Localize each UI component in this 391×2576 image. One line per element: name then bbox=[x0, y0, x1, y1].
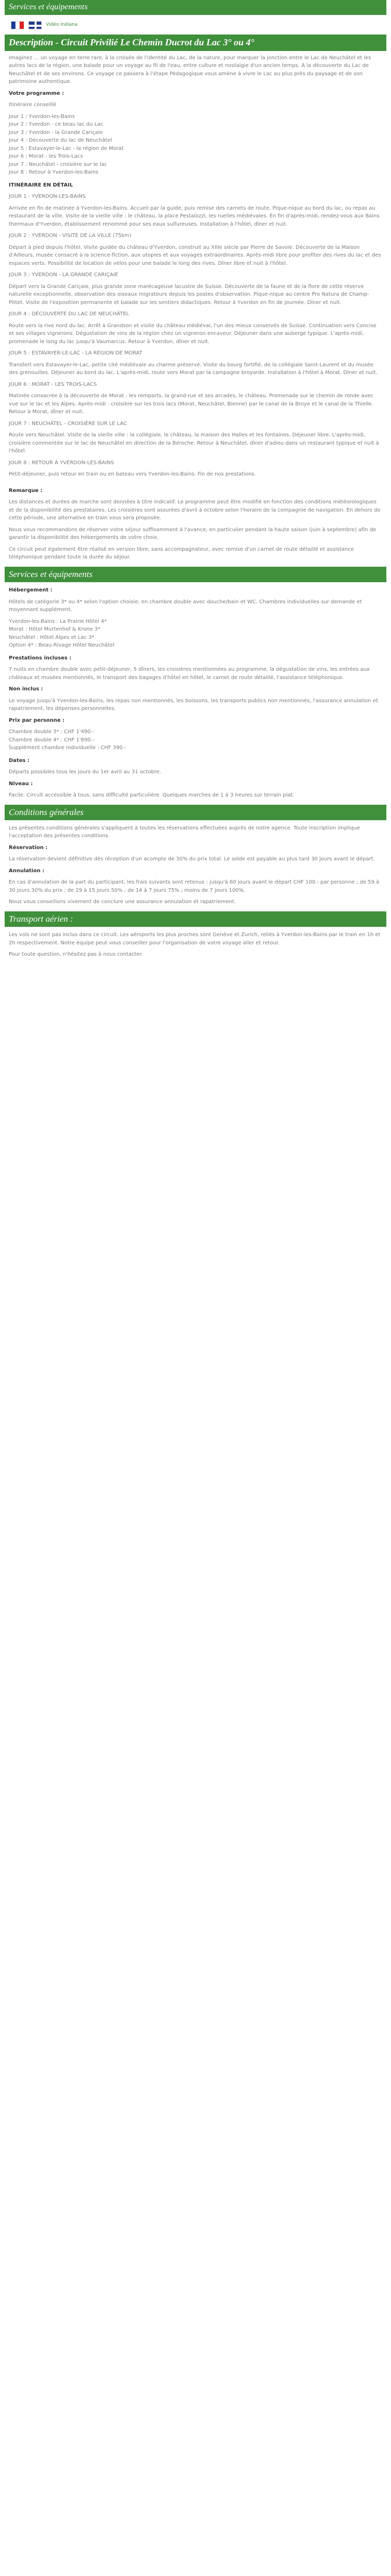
language-row bbox=[11, 21, 386, 29]
cancel-text: En cas d'annulation de la part du participant, les frais suivants sont retenus : jusqu'à 60 jours avant le départ CHF 100.- par personne ; de 59 à 30 jours 30% du prix ; de 29 à 15 jours 50% ; de 14 à 7 jours 75% ; moins de 7 jours 100%. bbox=[9, 879, 380, 893]
day-item: Jour 8 : Retour à Yverdon-les-Bains bbox=[9, 170, 99, 176]
day-detail-heading: JOUR 3 : YVERDON - LA GRANDE CARIÇAIE bbox=[9, 272, 119, 278]
insurance-text: Nous vous conseillons vivement de conclure une assurance annulation et rapatriement. bbox=[9, 899, 236, 905]
day-detail-text: Transfert vers Estavayer-le-Lac, petite cité médiévale au charme préservé. Visite du bourg fortifié, de la collégiale Saint-Laurent et du musée des grenouilles. Déjeuner au bord du lac. L'après-midi, route vers Morat par la campagne broyarde. Installation à l'hôtel à Morat. Dîner et nuit. bbox=[9, 362, 378, 376]
price-item: Chambre double 4* : CHF 1'890.- bbox=[9, 737, 94, 743]
booking-text: La réservation devient définitive dès réception d'un acompte de 30% du prix total. Le solde est payable au plus tard 30 jours avant le départ. bbox=[9, 856, 375, 862]
french-flag-icon[interactable] bbox=[11, 21, 24, 29]
day-item: Jour 6 : Morat - les Trois-Lacs bbox=[9, 154, 83, 160]
day-detail-text: Petit-déjeuner, puis retour en train ou en bateau vers Yverdon-les-Bains. Fin de nos prestations. bbox=[9, 471, 256, 478]
day-detail-heading: JOUR 7 : NEUCHÂTEL - CROISIÈRE SUR LE LAC bbox=[9, 420, 127, 427]
cancel-title: Annulation : bbox=[9, 868, 44, 874]
day-detail-text: Arrivée en fin de matinée à Yverdon-les-Bains. Accueil par la guide, puis remise des carnets de route. Pique-nique au bord du lac, ou repas au restaurant de la ville. Visite de la vieille ville : le château, la place Pestalozzi, les ruelles médiévales. En fin d'après-midi, rendez-vous aux Bains thermaux d'Yverdon, établissement renommé pour ses eaux sulfureuses. Installation à l'hôtel, dîner et nuit. bbox=[9, 205, 380, 227]
video-link[interactable]: Vidéo Indiana bbox=[46, 22, 78, 27]
included-text: 7 nuits en chambre double avec petit-déjeuner, 5 dîners, les croisières mentionnées au programme, la dégustation de vins, les entrées aux châteaux et musées mentionnés, le transport des bagages d'hôtel en hôtel, le carnet de route détaillé, l'assistance téléphonique. bbox=[9, 667, 370, 681]
day-item: Jour 4 : Découverte du lac de Neuchâtel bbox=[9, 138, 112, 144]
day-detail-text: Route vers Neuchâtel. Visite de la vieille ville : la collégiale, le château, la maison des Halles et les fontaines. Déjeuner libre. L'après-midi, croisière commentée sur le lac de Neuchâtel en direction de la Béroche. Retour à Neuchâtel, dîner d'adieu dans un restaurant typique et nuit à l'hôtel. bbox=[9, 432, 379, 454]
day-item: Jour 1 : Yverdon-les-Bains bbox=[9, 113, 75, 120]
price-item: Supplément chambre individuelle : CHF 390.- bbox=[9, 745, 126, 751]
day-detail-text: Route vers la rive nord du lac. Arrêt à Grandson et visite du château médiéval, l'un des mieux conservés de Suisse. Continuation vers Concise et ses villages vignerons. Dégustation de vins de la région chez un vigneron encaveur. Déjeuner dans une auberge typique. L'après-midi, promenade le long du lac jusqu'à Vaumarcus. Retour à Yverdon, dîner et nuit. bbox=[9, 323, 377, 345]
page bbox=[0, 0, 391, 959]
prices-title: Prix par personne : bbox=[9, 717, 65, 723]
dates-title: Dates : bbox=[9, 757, 30, 764]
level-text: Facile. Circuit accessible à tous, sans difficulté particulière. Quelques marches de 1 à 3 heures sur terrain plat. bbox=[9, 792, 295, 799]
day-item: Jour 2 : Yverdon - ce beau lac du Lac bbox=[9, 122, 104, 128]
accommodation-text: Hôtels de catégorie 3* ou 4* selon l'option choisie, en chambre double avec douche/bain et WC. Chambres individuelles sur demande et moyennant supplément. bbox=[9, 599, 362, 613]
note-text: Ce circuit peut également être réalisé en version libre, sans accompagnateur, avec remise d'un carnet de route détaillé et assistance téléphonique pendant toute la durée du séjour. bbox=[9, 546, 354, 561]
day-detail-heading: JOUR 2 : YVERDON - VISITE DE LA VILLE (75km) bbox=[9, 233, 132, 239]
day-detail-heading: JOUR 8 : RETOUR À YVERDON-LES-BAINS bbox=[9, 460, 114, 466]
hotel-item: Morat : Hôtel Murtenhof & Krone 3* bbox=[9, 626, 101, 633]
excluded-title: Non inclus : bbox=[9, 686, 43, 692]
day-detail-heading: JOUR 5 : ESTAVAYER-LE-LAC - LA RÉGION DE MORAT bbox=[9, 350, 143, 357]
conditions-body bbox=[5, 824, 386, 906]
accommodation-title: Hébergement : bbox=[9, 587, 53, 594]
services-header: Services et équipements bbox=[5, 0, 386, 15]
transport-section-title: Transport aérien : bbox=[5, 911, 386, 927]
level-title: Niveau : bbox=[9, 781, 33, 787]
day-detail-text: Départ à pied depuis l'hôtel. Visite guidée du château d'Yverdon, construit au XIIIe siècle par Pierre de Savoie. Découverte de la Maison d'Ailleurs, musée consacré à la science-fiction, aux utopies et aux voyages extraordinaires. Après-midi libre pour profiter des rives du lac et des espaces verts. Possibilité de location de vélos pour une balade le long des rives. Dîner libre et nuit à l'hôtel. bbox=[9, 244, 381, 266]
itinerary-heading: ITINÉRAIRE EN DÉTAIL bbox=[9, 182, 73, 188]
day-detail-heading: JOUR 4 : DÉCOUVERTE DU LAC DE NEUCHÂTEL bbox=[9, 311, 129, 317]
dates-text: Départs possibles tous les jours du 1er avril au 31 octobre. bbox=[9, 769, 161, 775]
english-flag-icon[interactable] bbox=[28, 21, 42, 29]
remark-title: Remarque : bbox=[9, 487, 43, 494]
services-body bbox=[5, 586, 386, 800]
booking-title: Réservation : bbox=[9, 844, 48, 851]
day-detail-text: Départ vers la Grande Cariçaie, plus grande zone marécageuse lacustre de Suisse. Découverte de la faune et de la flore de cette réserve naturelle exceptionnelle, observation des oiseaux migrateurs depuis les postes d'observation. Pique-nique au centre Pro Natura de Champ-Pittet. Visite de l'exposition permanente et balade sur les sentiers didactiques. Retour à Yverdon en fin de journée. Dîner et nuit. bbox=[9, 283, 369, 306]
transport-text: Les vols ne sont pas inclus dans ce circuit. Les aéroports les plus proches sont Genève et Zurich, reliés à Yverdon-les-Bains par le train en 1h et 2h respectivement. Notre équipe peut vous conseiller pour l'organisation de votre voyage aller et retour. bbox=[9, 932, 381, 946]
services-section-title: Services et équipements bbox=[5, 567, 386, 582]
program-title: Votre programme : bbox=[9, 90, 64, 96]
included-title: Prestations incluses : bbox=[9, 655, 72, 661]
description-body bbox=[5, 54, 386, 562]
day-item: Jour 7 : Neuchâtel - croisière sur le lac bbox=[9, 161, 107, 167]
conditions-text: Les présentes conditions générales s'appliquent à toutes les réservations effectuées auprès de notre agence. Toute inscription implique l'acceptation des présentes conditions. bbox=[9, 825, 360, 839]
contact-text: Pour toute question, n'hésitez pas à nous contacter. bbox=[9, 952, 143, 958]
day-item: Jour 3 : Yverdon - la Grande Cariçaie bbox=[9, 129, 103, 135]
note-text: Nous vous recommandons de réserver votre séjour suffisamment à l'avance, en particulier pendant la haute saison (juin à septembre) afin de garantir la disponibilité des hébergements de votre choix. bbox=[9, 527, 377, 541]
conditions-section-title: Conditions générales bbox=[5, 805, 386, 820]
day-detail-heading: JOUR 6 : MORAT - LES TROIS-LACS bbox=[9, 381, 97, 387]
excluded-text: Le voyage jusqu'à Yverdon-les-Bains, les repas non mentionnés, les boissons, les transports publics non mentionnés, l'assurance annulation et rapatriement, les dépenses personnelles. bbox=[9, 698, 378, 712]
day-item: Jour 5 : Estavayer-le-Lac - la région de Morat bbox=[9, 145, 124, 151]
remark-text: Les distances et durées de marche sont données à titre indicatif. Le programme peut être modifié en fonction des conditions météorologiques et de la disponibilité des prestataires. Les croisières sont assurées d'avril à octobre selon l'horaire de la compagnie de navigation. En dehors de cette période, une alternative en train vous sera proposée. bbox=[9, 499, 381, 521]
hotel-item: Option 4* : Beau-Rivage Hôtel Neuchâtel bbox=[9, 642, 115, 649]
days-list bbox=[9, 113, 382, 177]
transport-body bbox=[5, 931, 386, 959]
program-subtitle: Itinéraire conseillé bbox=[9, 102, 57, 108]
hotel-item: Neuchâtel : Hôtel Alpes et Lac 3* bbox=[9, 634, 94, 640]
day-detail-text: Matinée consacrée à la découverte de Morat : les remparts, la grand-rue et ses arcades, le château. Promenade sur le chemin de ronde avec vue sur le lac et les Alpes. Après-midi : croisière sur les trois lacs (Morat, Neuchâtel, Bienne) par le canal de la Broye et le canal de la Thielle. Retour à Morat, dîner et nuit. bbox=[9, 393, 373, 415]
description-title: Description - Circuit Privilié Le Chemin Ducrot du Lac 3° ou 4° bbox=[5, 35, 386, 51]
price-item: Chambre double 3* : CHF 1'490.- bbox=[9, 729, 94, 735]
day-detail-heading: JOUR 1 : YVERDON-LES-BAINS bbox=[9, 194, 86, 200]
intro-text: Imaginez ... un voyage en terre rare, à la croisée de l'identité du Lac, de la nature, pour marquer la jonction entre le Lac de Neuchâtel et les autres lacs de la région, une balade pour un voyage au fil de l'eau, entre culture et nostalgie d'un ancien temps. À la découverte du Lac de Neuchâtel et de ses environs. Ce voyage ce passera à l'étape Pédagogique vous amène à vivre le Lac au plus près du paysage et de son patrimoine authentique. bbox=[9, 55, 371, 85]
hotel-item: Yverdon-les-Bains : La Prairie Hôtel 4* bbox=[9, 618, 107, 624]
